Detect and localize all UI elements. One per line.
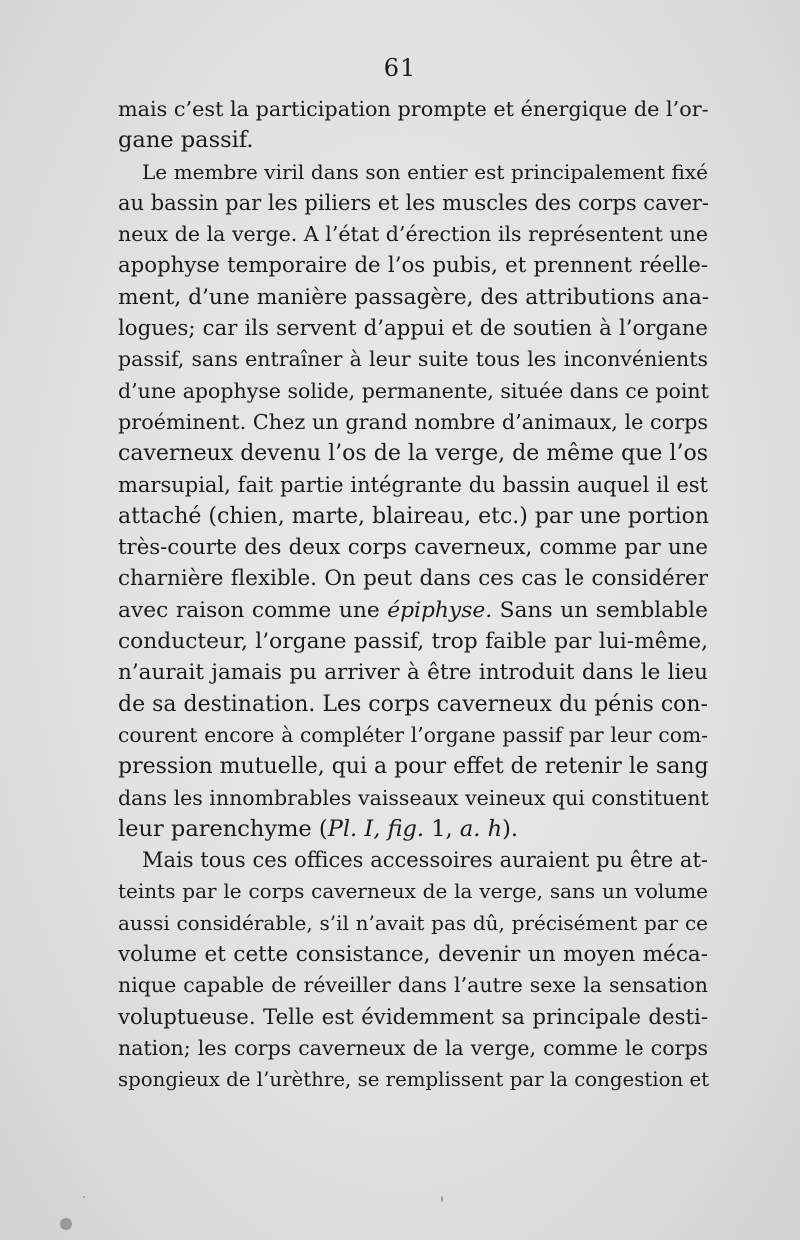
text-segment: teints par le corps caverneux de la verge, sans un volume <box>118 879 708 904</box>
text-line <box>118 125 708 156</box>
text-line <box>118 250 708 281</box>
text-line <box>118 282 708 313</box>
text-line <box>118 563 708 594</box>
text-segment: attaché (chien, marte, blaireau, etc.) par une portion <box>118 503 710 529</box>
text-line <box>118 344 708 375</box>
text-line <box>118 626 708 657</box>
text-segment: aussi considérable, s’il n’avait pas dû, précisément par ce <box>118 910 708 935</box>
text-line <box>118 845 708 876</box>
text-segment: conducteur, l’organe passif, trop faible par lui-même, <box>118 629 708 655</box>
italic-text: Pl. I, fig. <box>327 815 425 842</box>
text-line <box>118 595 708 626</box>
text-line <box>118 1033 708 1064</box>
text-segment: Mais tous ces offices accessoires auraient pu être at- <box>142 848 708 873</box>
text-segment: volume et cette consistance, devenir un moyen méca- <box>118 942 708 968</box>
text-line <box>118 438 708 469</box>
text-segment: gane passif. <box>118 127 254 154</box>
italic-text: épiphyse. <box>387 597 493 623</box>
page-number: 61 <box>383 54 417 82</box>
text-line <box>118 1064 708 1095</box>
text-segment: nique capable de réveiller dans l’autre sexe la sensation <box>118 973 708 998</box>
text-segment: logues; car ils servent d’appui et de soutien à l’organe <box>118 316 708 342</box>
text-line <box>118 313 708 344</box>
text-segment: proéminent. Chez un grand nombre d’animaux, le corps <box>118 409 708 434</box>
italic-text: a. h <box>459 815 503 842</box>
text-line <box>118 470 708 501</box>
text-line <box>118 814 708 845</box>
paper-speck <box>60 1218 72 1230</box>
text-segment: marsupial, fait partie intégrante du bassin auquel il est <box>118 472 708 497</box>
text-segment: charnière flexible. On peut dans ces cas le considérer <box>118 566 708 592</box>
text-segment: spongieux de l’urèthre, se remplissent par la congestion et <box>118 1068 710 1092</box>
text-line <box>118 94 708 125</box>
text-segment: d’une apophyse solide, permanente, située dans ce point <box>118 378 709 403</box>
text-line <box>118 720 708 751</box>
text-segment: très-courte des deux corps caverneux, comme par une <box>118 535 708 561</box>
text-segment: mais c’est la participation prompte et énergique de l’or- <box>118 97 709 121</box>
text-segment: pression mutuelle, qui a pour effet de retenir le sang <box>118 754 709 780</box>
text-segment: nation; les corps caverneux de la verge, comme le corps <box>118 1035 708 1060</box>
text-line <box>118 532 708 563</box>
text-line <box>118 876 708 907</box>
text-line <box>118 376 708 407</box>
text-line <box>118 908 708 939</box>
text-line <box>118 157 708 188</box>
text-line <box>118 219 708 250</box>
text-segment: Le membre viril dans son entier est principalement fixé <box>142 159 708 184</box>
text-line <box>118 407 708 438</box>
text-segment: neux de la verge. A l’état d’érection ils représentent une <box>118 222 708 247</box>
text-segment: leur parenchyme ( <box>118 815 328 842</box>
text-line <box>118 501 708 532</box>
text-segment: apophyse temporaire de l’os pubis, et prennent réelle- <box>118 253 708 279</box>
text-segment: voluptueuse. Telle est évidemment sa principale desti- <box>118 1004 708 1030</box>
text-line <box>118 188 708 219</box>
text-segment: courent encore à compléter l’organe passif par leur com- <box>118 722 708 747</box>
paper-speck <box>83 1196 85 1198</box>
text-line <box>118 657 708 688</box>
text-segment: de sa destination. Les corps caverneux du pénis con- <box>118 691 708 717</box>
text-segment: n’aurait jamais pu arriver à être introduit dans le lieu <box>118 660 708 686</box>
text-segment: avec raison comme une <box>118 597 388 623</box>
text-segment: ment, d’une manière passagère, des attributions ana- <box>118 284 710 310</box>
text-line <box>118 783 708 814</box>
text-segment: au bassin par les piliers et les muscles des corps caver- <box>118 190 710 215</box>
text-segment: caverneux devenu l’os de la verge, de même que l’os <box>118 441 708 467</box>
text-segment: ). <box>502 815 519 842</box>
text-line <box>118 751 708 782</box>
text-line <box>118 970 708 1001</box>
text-segment: passif, sans entraîner à leur suite tous les inconvénients <box>118 347 708 372</box>
text-segment: 1, <box>424 815 460 842</box>
body-text <box>118 94 708 1096</box>
text-line <box>118 689 708 720</box>
text-segment: dans les innombrables vaisseaux veineux qui constituent <box>118 785 709 810</box>
paper-speck <box>441 1196 443 1202</box>
text-segment: Sans un semblable <box>492 597 708 623</box>
text-line <box>118 1002 708 1033</box>
text-line <box>118 939 708 970</box>
